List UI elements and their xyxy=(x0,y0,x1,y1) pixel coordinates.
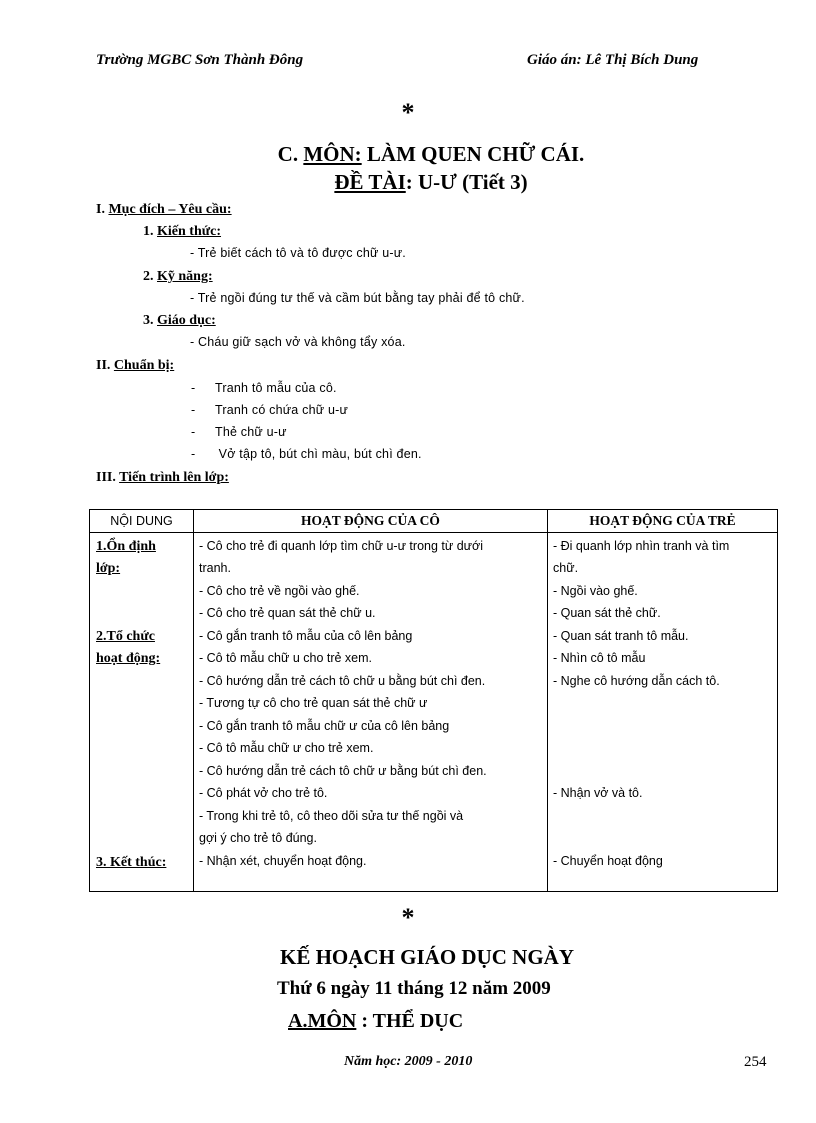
teacher-line: - Cô cho trẻ đi quanh lớp tìm chữ u-ư trong từ dưới xyxy=(199,539,484,553)
teacher-line: - Cô cho trẻ về ngồi vào ghế. xyxy=(199,584,360,598)
table-row xyxy=(90,533,778,892)
child-line: - Đi quanh lớp nhìn tranh và tìm xyxy=(553,539,730,553)
child-line: - Quan sát tranh tô mẫu. xyxy=(553,629,689,643)
teacher-line: - Cô tô mẫu chữ ư cho trẻ xem. xyxy=(199,741,374,755)
footer-school-year: Năm học: 2009 - 2010 xyxy=(344,1054,473,1069)
prep-item: - Tranh tô mẫu của cô. xyxy=(191,381,337,395)
prep-item-text: Vở tập tô, bút chì màu, bút chì đen. xyxy=(215,447,422,461)
teacher-line: - Tương tự cô cho trẻ quan sát thẻ chữ ư xyxy=(199,696,428,710)
teacher-line: tranh. xyxy=(199,561,231,575)
subject-label: MÔN: xyxy=(303,142,362,166)
teacher-line: - Nhận xét, chuyển hoạt động. xyxy=(199,854,367,868)
prep-item: - Tranh có chứa chữ u-ư xyxy=(191,403,349,417)
section-1-2-heading xyxy=(143,269,213,285)
footer-page-number: 254 xyxy=(744,1054,767,1070)
header-content: NỘI DUNG xyxy=(90,510,194,533)
teacher-line: - Cô gắn tranh tô mẫu của cô lên bảng xyxy=(199,629,413,643)
content-step-3: 3. Kết thúc: xyxy=(96,855,167,870)
plan-subject xyxy=(288,1010,463,1033)
section-1-roman: I. xyxy=(96,202,109,217)
section-2-heading xyxy=(96,358,174,374)
plan-title: KẾ HOẠCH GIÁO DỤC NGÀY xyxy=(280,945,575,969)
child-line: - Ngồi vào ghế. xyxy=(553,584,638,598)
teacher-line: - Cô cho trẻ quan sát thẻ chữ u. xyxy=(199,606,376,620)
teacher-line: - Cô phát vở cho trẻ tô. xyxy=(199,786,328,800)
section-1-title: Mục đích – Yêu cầu: xyxy=(108,202,232,217)
content-step-1-cont: lớp: xyxy=(96,561,121,576)
teacher-line: - Cô hướng dẫn trẻ cách tô chữ u bằng bút chì đen. xyxy=(199,674,486,688)
child-activity-cell xyxy=(548,533,778,892)
teacher-activity-cell xyxy=(194,533,548,892)
section-3-heading xyxy=(96,470,229,486)
topic-value: : U-Ư (Tiết 3) xyxy=(405,170,528,194)
section-1-3-heading xyxy=(143,313,216,329)
prep-item: - Thẻ chữ u-ư xyxy=(191,425,287,439)
lesson-topic xyxy=(0,170,816,195)
plan-subject-value: : THỂ DỤC xyxy=(356,1010,464,1032)
header-teacher: Giáo án: Lê Thị Bích Dung xyxy=(527,52,699,68)
separator-star-2: * xyxy=(401,903,415,932)
section-1-2-text: - Trẻ ngồi đúng tư thế và cầm bút bằng tay phải để tô chữ. xyxy=(190,291,525,305)
child-line: - Chuyển hoạt động xyxy=(553,854,663,868)
header-child-activity: HOẠT ĐỘNG CỦA TRẺ xyxy=(548,510,778,533)
subject-prefix: C. xyxy=(277,142,304,166)
section-1-heading xyxy=(96,202,232,218)
section-1-2-title: Kỹ năng: xyxy=(157,269,213,284)
topic-label: ĐỀ TÀI xyxy=(334,170,406,194)
content-step-2-cont: hoạt động: xyxy=(96,651,161,666)
content-cell xyxy=(90,533,194,892)
teacher-line: - Cô gắn tranh tô mẫu chữ ư của cô lên bảng xyxy=(199,719,450,733)
section-1-2-num: 2. xyxy=(143,269,157,284)
section-2-roman: II. xyxy=(96,358,114,373)
section-1-1-text: - Trẻ biết cách tô và tô được chữ u-ư. xyxy=(190,246,406,260)
section-1-1-title: Kiến thức: xyxy=(157,224,222,239)
section-3-roman: III. xyxy=(96,470,120,485)
teacher-line: - Cô tô mẫu chữ u cho trẻ xem. xyxy=(199,651,373,665)
child-line: - Nghe cô hướng dẫn cách tô. xyxy=(553,674,720,688)
section-1-3-text: - Cháu giữ sạch vở và không tẩy xóa. xyxy=(190,335,406,349)
section-2-title: Chuẩn bị: xyxy=(113,358,175,373)
prep-item-text: Tranh có chứa chữ u-ư xyxy=(215,403,349,417)
content-step-1: 1.Ổn định xyxy=(96,539,156,554)
section-1-1-num: 1. xyxy=(143,224,157,239)
section-1-3-title: Giáo dục: xyxy=(157,313,216,328)
teacher-line: - Trong khi trẻ tô, cô theo dõi sửa tư thế ngồi và xyxy=(199,809,464,823)
child-line: - Nhìn cô tô mẫu xyxy=(553,651,646,665)
plan-subject-label: A.MÔN xyxy=(288,1010,357,1032)
teacher-line: - Cô hướng dẫn trẻ cách tô chữ ư bằng bút chì đen. xyxy=(199,764,487,778)
prep-item-text: Tranh tô mẫu của cô. xyxy=(215,381,337,395)
section-3-title: Tiến trình lên lớp: xyxy=(119,470,229,485)
plan-date: Thứ 6 ngày 11 tháng 12 năm 2009 xyxy=(277,978,551,999)
table-header-row xyxy=(90,510,778,533)
subject-value: LÀM QUEN CHỮ CÁI. xyxy=(361,142,585,166)
content-step-2: 2.Tổ chức xyxy=(96,629,155,644)
child-line: - Nhận vở và tô. xyxy=(553,786,643,800)
prep-item-text: Thẻ chữ u-ư xyxy=(215,425,287,439)
child-line: - Quan sát thẻ chữ. xyxy=(553,606,661,620)
child-line: chữ. xyxy=(553,561,579,575)
section-1-1-heading xyxy=(143,224,221,240)
prep-item: - Vở tập tô, bút chì màu, bút chì đen. xyxy=(191,447,422,461)
separator-star: * xyxy=(401,98,415,127)
section-1-3-num: 3. xyxy=(143,313,157,328)
header-teacher-activity: HOẠT ĐỘNG CỦA CÔ xyxy=(194,510,548,533)
lesson-subject xyxy=(0,142,816,167)
activity-table xyxy=(89,509,778,892)
header-school: Trường MGBC Sơn Thành Đông xyxy=(96,52,304,68)
teacher-line: gợi ý cho trẻ tô đúng. xyxy=(199,831,317,845)
